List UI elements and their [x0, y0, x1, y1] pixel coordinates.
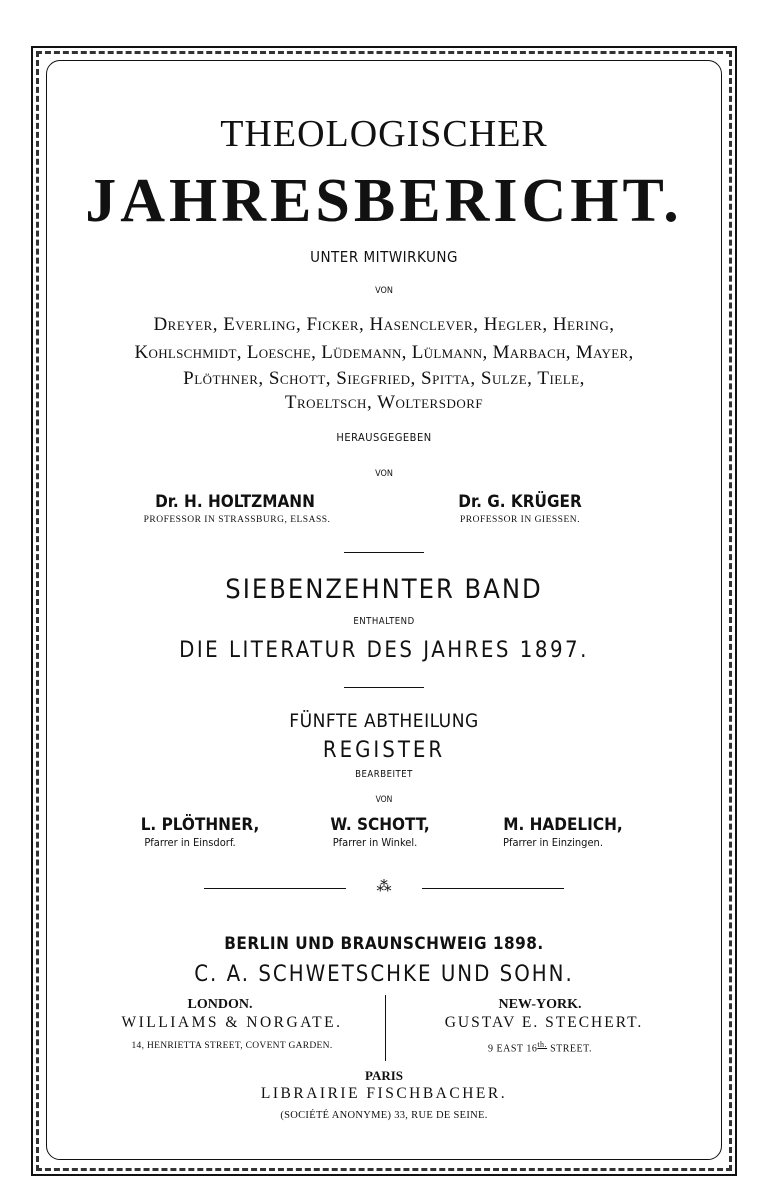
place-and-year: BERLIN UND BRAUNSCHWEIG 1898. [224, 934, 544, 954]
newyork-city: NEW-YORK. [498, 997, 582, 1012]
publisher: C. A. SCHWETSCHKE UND SOHN. [194, 962, 574, 987]
paris-city: PARIS [364, 1068, 404, 1083]
author-hadelich-name: M. HADELICH, [503, 815, 623, 835]
literature-year: DIE LITERATUR DES JAHRES 1897. [179, 638, 589, 663]
author-ploethner-role: Pfarrer in Einsdorf. [144, 836, 236, 849]
ornament: ⁂ [376, 879, 392, 895]
contributors-line-4: Troeltsch, Woltersdorf [284, 392, 484, 413]
divider-2 [344, 687, 424, 688]
volume-title: SIEBENZEHNTER BAND [225, 574, 543, 605]
london-address: 14, HENRIETTA STREET, COVENT GARDEN. [131, 1041, 333, 1051]
herausgegeben: HERAUSGEGEBEN [336, 431, 432, 444]
subtitle: UNTER MITWIRKUNG [310, 248, 458, 266]
editor-holtzmann-name: Dr. H. HOLTZMANN [155, 492, 315, 512]
newyork-address-pre: 9 EAST 16 [488, 1043, 538, 1055]
london-city: LONDON. [187, 997, 253, 1012]
contributors-line-2: Kohlschmidt, Loesche, Lüdemann, Lülmann, Marbach, Mayer, [134, 342, 634, 363]
paris-address: (SOCIÉTÉ ANONYME) 33, RUE DE SEINE. [280, 1110, 488, 1121]
enthaltend: ENTHALTEND [353, 616, 415, 627]
von-2: VON [375, 469, 393, 479]
editor-holtzmann-role: PROFESSOR IN STRASSBURG, ELSASS. [143, 515, 331, 525]
editor-krueger-name: Dr. G. KRÜGER [458, 492, 582, 512]
contributors-line-3: Plöthner, Schott, Siegfried, Spitta, Sulze, Tiele, [183, 368, 585, 389]
paris-firm: LIBRAIRIE FISCHBACHER. [260, 1085, 508, 1102]
author-ploethner-name: L. PLÖTHNER, [140, 815, 260, 835]
author-hadelich-role: Pfarrer in Einzingen. [503, 836, 603, 849]
von-1: VON [375, 286, 393, 296]
newyork-address [440, 1040, 640, 1054]
author-schott-role: Pfarrer in Winkel. [332, 836, 418, 849]
ornament-rule-left [204, 888, 346, 889]
newyork-address-post: STREET. [547, 1043, 592, 1055]
newyork-address-sup: th. [537, 1040, 548, 1049]
ornament-rule-right [422, 888, 564, 889]
column-divider [385, 995, 386, 1061]
contributors-line-1: Dreyer, Everling, Ficker, Hasenclever, Hegler, Hering, [153, 314, 615, 335]
title-line-2: JAHRESBERICHT. [85, 167, 683, 235]
von-3: VON [375, 795, 393, 805]
section-number: FÜNFTE ABTHEILUNG [289, 710, 479, 732]
title-line-1: THEOLOGISCHER [220, 113, 548, 155]
author-schott-name: W. SCHOTT, [330, 815, 430, 835]
register-title: REGISTER [322, 738, 446, 763]
divider-1 [344, 552, 424, 553]
newyork-firm: GUSTAV E. STECHERT. [444, 1014, 644, 1031]
editor-krueger-role: PROFESSOR IN GIESSEN. [459, 515, 581, 525]
bearbeitet: BEARBEITET [355, 769, 413, 780]
london-firm: WILLIAMS & NORGATE. [121, 1014, 343, 1031]
